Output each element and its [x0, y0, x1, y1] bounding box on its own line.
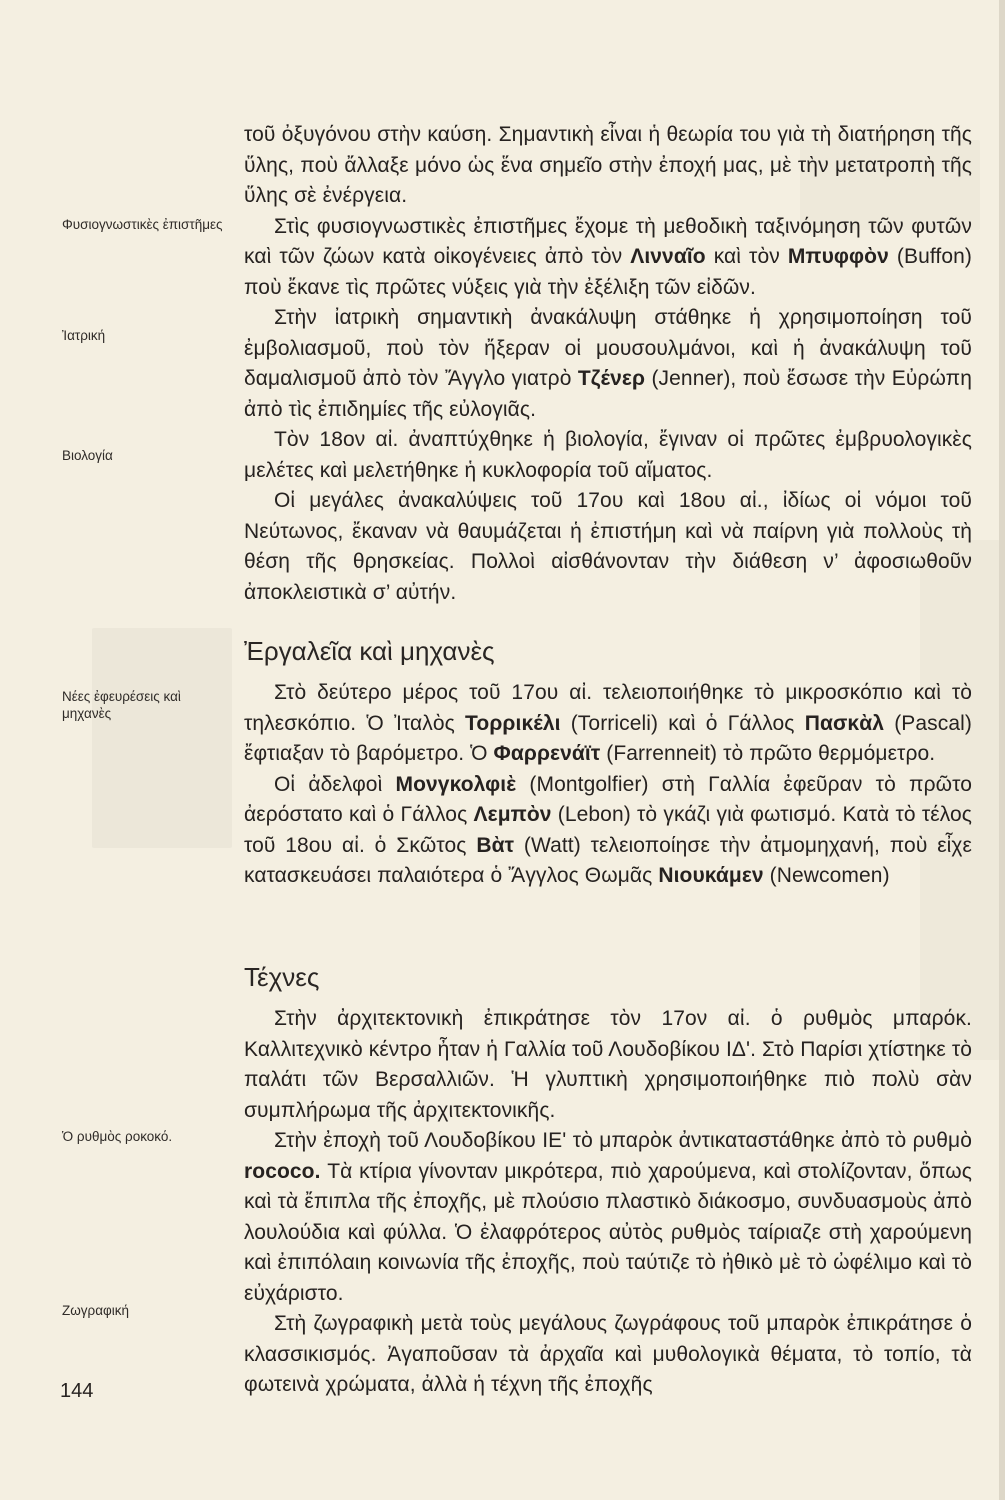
text-run: Στὶς φυσιογνωστικὲς ἐπιστῆμες ἔχομε τὴ μεθοδικὴ ταξινόμηση τῶν φυτῶν καὶ τῶν ζώων κατὰ οἰκογένειες ἀπὸ τὸν	[244, 214, 972, 268]
text-run: (Torriceli) καὶ ὁ Γάλλος	[570, 711, 795, 735]
paragraph-biology: Τὸν 18ον αἰ. ἀναπτύχθηκε ἡ βιολογία, ἔγιναν οἱ πρῶτες ἐμβρυολογικὲς μελέτες καὶ μελετήθηκε ἡ κυκλοφορία τοῦ αἵματος.	[244, 428, 972, 482]
paragraph-medicine	[244, 303, 972, 425]
text-run: Στὴν ἰατρικὴ σημαντικὴ ἀνακάλυψη στάθηκε ἡ χρησιμοποίηση τοῦ ἐμβολιασμοῦ, ποὺ τὸν ἤξεραν οἱ μουσουλμάνοι, καὶ ἡ ἀνακάλυψη τοῦ δαμαλισμοῦ ἀπὸ τὸν Ἄγγλο γιατρὸ	[244, 306, 972, 390]
paragraph-combustion: τοῦ ὀξυγόνου στὴν καύση. Σημαντικὴ εἶναι ἡ θεωρία του γιὰ τὴ διατήρηση τῆς ὕλης, ποὺ ἄλλαξε μόνο ὡς ἕνα σημεῖο στὴν ἐποχή μας, μὲ τὴν μετατροπὴ τῆς ὕλης σὲ ἐνέργεια.	[244, 123, 972, 207]
paragraph-painting: Στὴ ζωγραφικὴ μετὰ τοὺς μεγάλους ζωγράφους τοῦ μπαρὸκ ἐπικράτησε ὁ κλασσικισμός. Ἀγαποῦσαν τὰ ἀρχαῖα καὶ μυθολογικὰ θέματα, τὸ τοπίο, τὰ φωτεινὰ χρώματα, ἀλλὰ ἡ τέχνη τῆς ἐποχῆς	[244, 1312, 972, 1396]
section-sciences-text	[244, 120, 972, 608]
show-through-block-margin	[92, 628, 232, 848]
heading-tools-and-machines: Ἐργαλεῖα καὶ μηχανὲς	[244, 636, 495, 666]
section-tools-text	[244, 678, 972, 892]
name-watt: Βὰτ	[476, 833, 515, 857]
name-fahrenheit: Φαρρενάϊτ	[493, 742, 601, 765]
text-run: (Montgolfier) στὴ Γαλλία ἐφεῦραν τὸ πρῶτο ἀερόστατο καὶ ὁ Γάλλος	[244, 772, 973, 826]
text-run: (Buffon) ποὺ ἔκανε τὶς πρῶτες νύξεις γιὰ τὴν ἐξέλιξη τῶν εἰδῶν.	[244, 245, 972, 299]
page-number: 144	[60, 1380, 94, 1402]
margin-note-medicine: Ἰατρική	[62, 328, 106, 343]
name-linnaeus: Λινναῖο	[630, 245, 706, 268]
text-run: Οἱ ἀδελφοὶ	[274, 772, 383, 796]
text-run: Τὰ κτίρια γίνονταν μικρότερα, πιὸ χαρούμενα, καὶ στολίζονταν, ὅπως καὶ τὰ ἔπιπλα τῆς ἐποχῆς, μὲ πλούσιο πλαστικὸ διάκοσμο, συνδυασμοὺς ἀπὸ λουλούδια καὶ φύλλα. Ὁ ἐλαφρότερος αὐτὸς ρυθμὸς ταίριαζε στὴ χαρούμενη καὶ ἐπιπόλαιη κοινωνία τῆς ἐποχῆς, ποὺ ταύτιζε τὸ ἠθικὸ μὲ τὸ ὠφέλιμο καὶ τὸ εὐχάριστο.	[244, 1159, 973, 1305]
name-torricelli: Τορρικέλι	[465, 711, 561, 735]
name-newcomen: Νιουκάμεν	[658, 864, 764, 887]
term-rococo: rococo.	[244, 1159, 321, 1183]
name-jenner: Τζένερ	[577, 367, 646, 390]
name-montgolfier: Μονγκολφιὲ	[395, 772, 517, 796]
text-run: (Newcomen)	[769, 864, 890, 887]
paragraph-architecture: Στὴν ἀρχιτεκτονικὴ ἐπικράτησε τὸν 17ον αἰ. ὁ ρυθμὸς μπαρόκ. Καλλιτεχνικὸ κέντρο ἦταν ἡ Γαλλία τοῦ Λουδοβίκου ΙΔʹ. Στὸ Παρίσι χτίστηκε τὸ παλάτι τῶν Βερσαλλιῶν. Ἡ γλυπτικὴ χρησιμοποιήθηκε πιὸ πολὺ σὰν συμπλήρωμα τῆς ἀρχιτεκτονικῆς.	[244, 1007, 972, 1122]
paragraph-natural-sciences	[244, 212, 972, 304]
page-edge	[999, 0, 1005, 1500]
text-run: καὶ τὸν	[713, 245, 780, 268]
text-run: (Watt) τελειοποίησε τὴν ἀτμομηχανή, ποὺ εἶχε κατασκευάσει παλαιότερα ὁ Ἄγγλος Θωμᾶς	[244, 833, 973, 887]
margin-note-biology: Βιολογία	[62, 448, 113, 463]
margin-note-physics-sciences: Φυσιογνωστικὲς ἐπιστῆμες	[62, 217, 223, 232]
paragraph-rococo	[244, 1126, 972, 1309]
section-arts-text	[244, 1004, 972, 1401]
text-run: (Pascal) ἔφτιαξαν τὸ βαρόμετρο. Ὁ	[244, 711, 973, 765]
name-lebon: Λεμπὸν	[473, 803, 552, 826]
heading-arts: Τέχνες	[244, 962, 320, 992]
name-pascal: Πασκὰλ	[804, 711, 885, 735]
margin-note-rococo-style: Ὁ ρυθμὸς ροκοκό.	[62, 1129, 173, 1144]
text-run: (Jenner), ποὺ ἔσωσε τὴν Εὐρώπη ἀπὸ τὶς ἐπιδημίες τῆς εὐλογιᾶς.	[244, 367, 973, 421]
name-buffon: Μπυφφὸν	[787, 245, 889, 268]
text-run: Στὴν ἐποχὴ τοῦ Λουδοβίκου ΙΕʹ τὸ μπαρὸκ ἀντικαταστάθηκε ἀπὸ τὸ ρυθμὸ	[274, 1129, 972, 1152]
paragraph-instruments	[244, 678, 972, 770]
text-run: (Farrenneit) τὸ πρῶτο θερμόμετρο.	[606, 742, 936, 765]
paragraph-inventions	[244, 770, 972, 892]
paragraph-discoveries: Οἱ μεγάλες ἀνακαλύψεις τοῦ 17ου καὶ 18ου αἰ., ἰδίως οἱ νόμοι τοῦ Νεύτωνος, ἔκαναν νὰ θαυμάζεται ἡ ἐπιστήμη καὶ νὰ παίρνη γιὰ πολλοὺς τὴ θέση τῆς θρησκείας. Πολλοὶ αἰσθάνονταν τὴν διάθεση ν’ ἀφοσιωθοῦν ἀποκλειστικὰ σ’ αὐτήν.	[244, 489, 972, 604]
text-run: Στὸ δεύτερο μέρος τοῦ 17ου αἰ. τελειοποιήθηκε τὸ μικροσκόπιο καὶ τὸ τηλεσκόπιο. Ὁ Ἰταλὸς	[244, 681, 972, 735]
text-run: (Lebon) τὸ γκάζι γιὰ φωτισμό. Κατὰ τὸ τέλος τοῦ 18ου αἰ. ὁ Σκῶτος	[244, 803, 972, 857]
margin-note-painting: Ζωγραφική	[62, 1303, 130, 1318]
margin-note-new-inventions: Νέες ἐφευρέσεις καὶ μηχανὲς	[62, 689, 181, 721]
